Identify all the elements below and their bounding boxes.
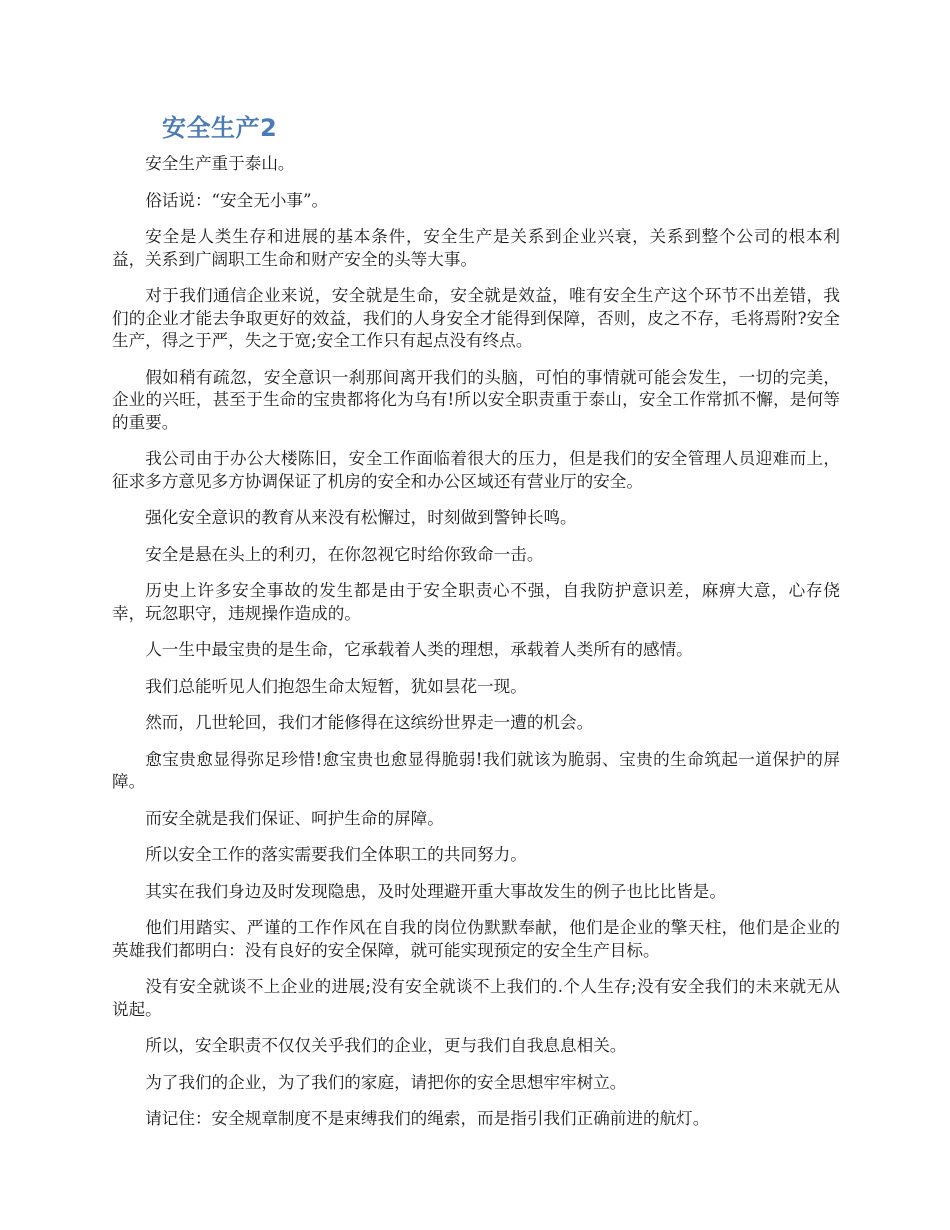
paragraph: 他们用踏实、严谨的工作作风在自我的岗位伪默默奉献，他们是企业的擎天柱，他们是企业的英雄我们都明白：没有良好的安全保障，就可能实现预定的安全生产目标。: [112, 918, 840, 960]
paragraph: 而安全就是我们保证、呵护生命的屏障。: [145, 808, 444, 828]
paragraph: 然而，几世轮回，我们才能修得在这缤纷世界走一遭的机会。: [145, 713, 594, 732]
paragraph: 安全是人类生存和进展的基本条件，安全生产是关系到企业兴衰，关系到整个公司的根本利益，关系到广阔职工生命和财产安全的头等大事。: [112, 227, 840, 269]
paragraph: 俗话说：“安全无小事”。: [145, 190, 329, 210]
paragraph: 我公司由于办公大楼陈旧，安全工作面临着很大的压力，但是我们的安全管理人员迎难而上，征求多方意见多方协调保证了机房的安全和办公区域还有营业厅的安全。: [112, 449, 840, 491]
paragraph: 强化安全意识的教育从来没有松懈过，时刻做到警钟长鸣。: [145, 508, 577, 527]
paragraph: 历史上许多安全事故的发生都是由于安全职责心不强，自我防护意识差，麻痹大意，心存侥幸，玩忽职守，违规操作造成的。: [112, 581, 840, 623]
document-body: [112, 153, 840, 1145]
paragraph: 为了我们的企业，为了我们的家庭，请把你的安全思想牢牢树立。: [145, 1072, 627, 1092]
paragraph: 没有安全就谈不上企业的进展;没有安全就谈不上我们的.个人生存;没有安全我们的未来就无从说起。: [112, 977, 840, 1019]
paragraph: 我们总能听见人们抱怨生命太短暂，犹如昙花一现。: [145, 676, 527, 696]
paragraph: 安全生产重于泰山。: [145, 154, 295, 173]
document-title: 安全生产2: [162, 114, 278, 142]
paragraph: 人一生中最宝贵的是生命，它承载着人类的理想，承载着人类所有的感情。: [145, 640, 693, 659]
paragraph: 所以安全工作的落实需要我们全体职工的共同努力。: [145, 845, 527, 864]
paragraph: 假如稍有疏忽，安全意识一刹那间离开我们的头脑，可怕的事情就可能会发生，一切的完美，企业的兴旺，甚至于生命的宝贵都将化为乌有!所以安全职责重于泰山，安全工作常抓不懈，是何等的重要。: [112, 367, 840, 432]
paragraph: 安全是悬在头上的利刃，在你忽视它时给你致命一击。: [145, 544, 544, 564]
paragraph: 其实在我们身边及时发现隐患，及时处理避开重大事故发生的例子也比比皆是。: [145, 881, 726, 901]
paragraph: 愈宝贵愈显得弥足珍惜!愈宝贵也愈显得脆弱!我们就该为脆弱、宝贵的生命筑起一道保护的屏障。: [112, 749, 840, 791]
paragraph: 对于我们通信企业来说，安全就是生命，安全就是效益，唯有安全生产这个环节不出差错，我们的企业才能去争取更好的效益，我们的人身安全才能得到保障，否则，皮之不存，毛将焉附?安全生产，得之于严，失之于宽;安全工作只有起点没有终点。: [112, 286, 840, 350]
paragraph: 所以，安全职责不仅仅关乎我们的企业，更与我们自我息息相关。: [145, 1036, 627, 1055]
paragraph: 请记住：安全规章制度不是束缚我们的绳索，而是指引我们正确前进的航灯。: [145, 1109, 710, 1128]
